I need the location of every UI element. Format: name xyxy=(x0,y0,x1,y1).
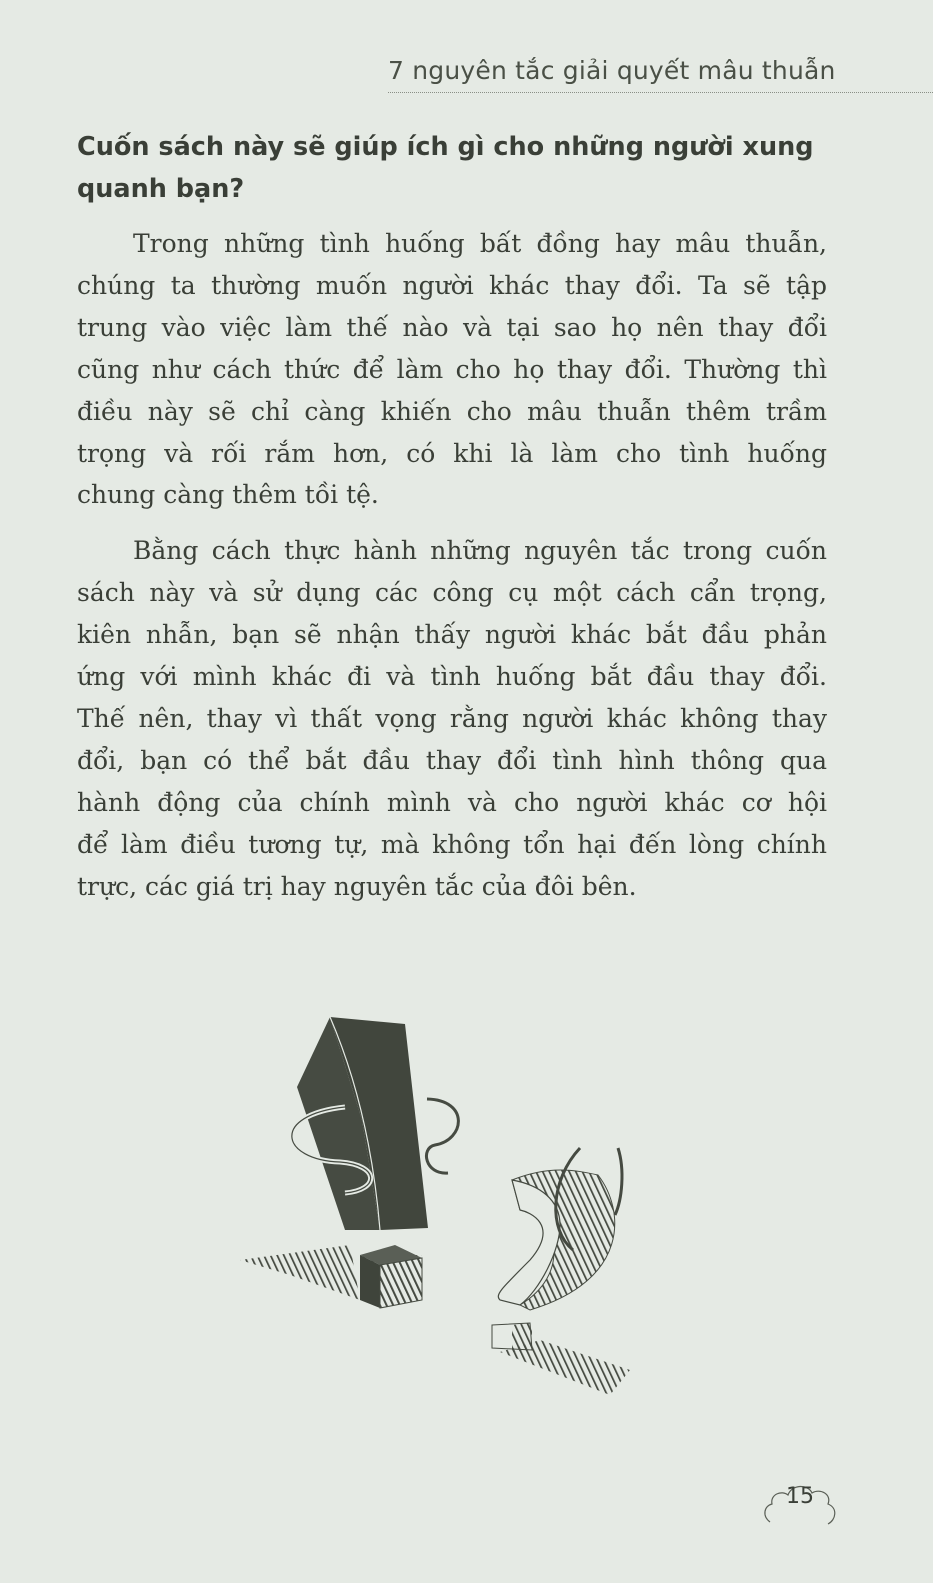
text-line: sách này và sử dụng các công cụ một cách cẩn trọng, xyxy=(77,578,827,607)
text-line: trung vào việc làm thế nào và tại sao họ nên thay đổi xyxy=(77,313,827,342)
text-line: ứng với mình khác đi và tình huống bắt đầu thay đổi. xyxy=(77,662,827,691)
section-heading-line-2: quanh bạn? xyxy=(77,174,245,204)
text-line: chung càng thêm tồi tệ. xyxy=(77,480,379,509)
text-line: Thế nên, thay vì thất vọng rằng người khác không thay xyxy=(77,704,827,733)
section-heading-line-1: Cuốn sách này sẽ giúp ích gì cho những người xung xyxy=(77,132,814,162)
text-line: hành động của chính mình và cho người khác cơ hội xyxy=(77,788,827,817)
running-head: 7 nguyên tắc giải quyết mâu thuẫn xyxy=(388,56,836,85)
running-head-rule xyxy=(388,92,933,93)
page-number-badge xyxy=(760,1478,840,1528)
small-shadow-hatching xyxy=(500,1340,630,1395)
text-line: điều này sẽ chỉ càng khiến cho mâu thuẫn thêm trầm xyxy=(77,397,827,426)
question-mark-shape xyxy=(498,1148,622,1310)
exclamation-mark-shape xyxy=(292,1017,459,1230)
text-line: đổi, bạn có thể bắt đầu thay đổi tình hình thông qua xyxy=(77,746,827,775)
text-line: cũng như cách thức để làm cho họ thay đổi. Thường thì xyxy=(77,355,827,384)
text-line: trọng và rối rắm hơn, có khi là làm cho tình huống xyxy=(77,439,827,468)
text-line: Bằng cách thực hành những nguyên tắc trong cuốn xyxy=(133,536,827,565)
exclamation-question-illustration xyxy=(230,1000,650,1400)
text-line: để làm điều tương tự, mà không tổn hại đến lòng chính xyxy=(77,830,827,859)
text-line: trực, các giá trị hay nguyên tắc của đôi bên. xyxy=(77,872,637,901)
text-line: Trong những tình huống bất đồng hay mâu thuẫn, xyxy=(133,229,827,258)
shadow-hatching xyxy=(240,1245,360,1300)
text-line: chúng ta thường muốn người khác thay đổi. Ta sẽ tập xyxy=(77,271,827,300)
page-number: 15 xyxy=(786,1484,814,1509)
text-line: kiên nhẫn, bạn sẽ nhận thấy người khác bắt đầu phản xyxy=(77,620,827,649)
